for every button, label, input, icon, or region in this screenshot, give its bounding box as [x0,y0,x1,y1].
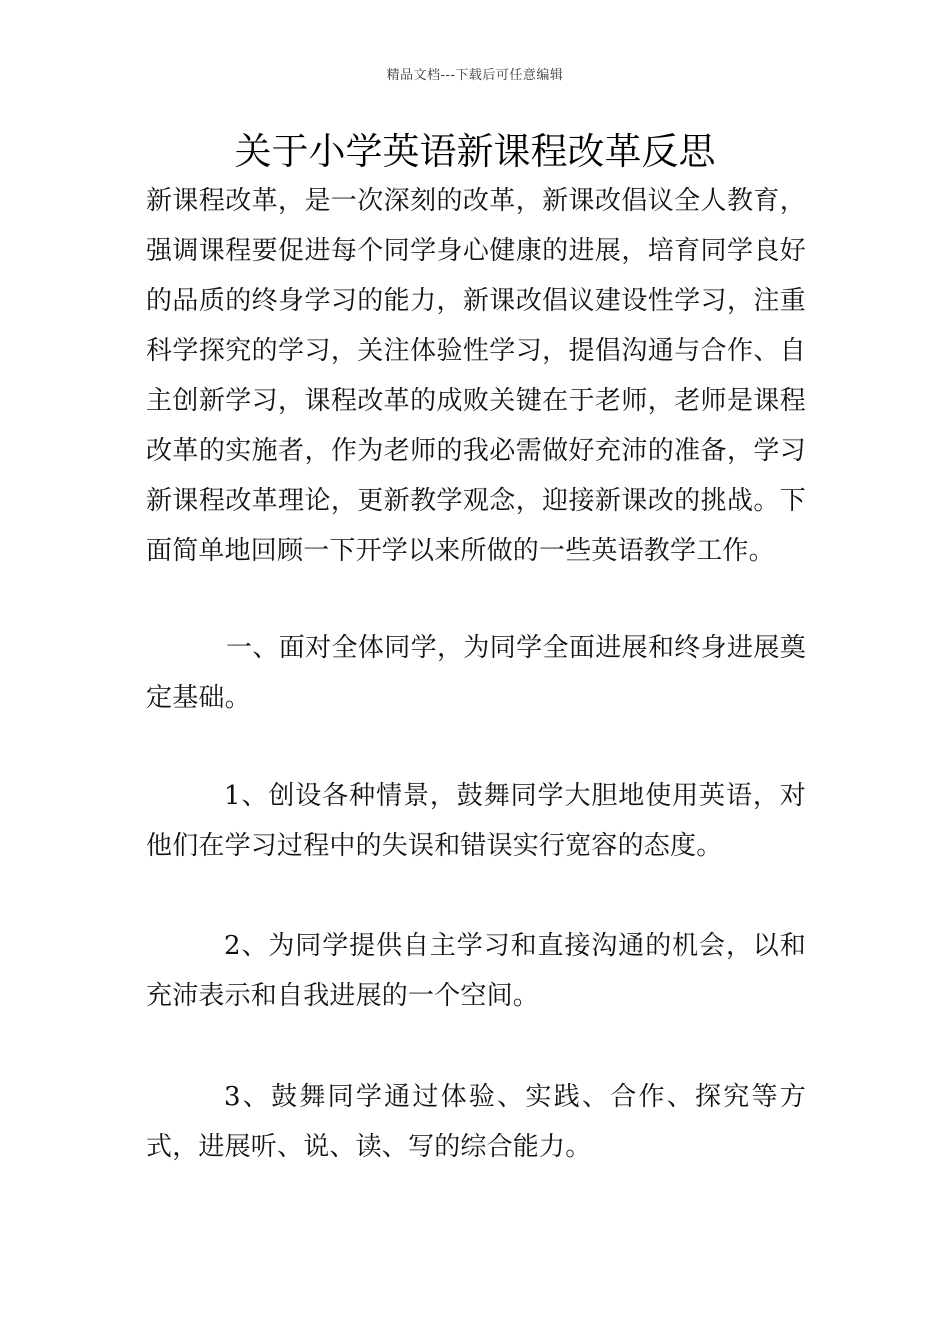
list-item-2: 2、为同学提供自主学习和直接沟通的机会，以和充沛表示和自我进展的一个空间。 [146,931,806,1011]
document-title: 关于小学英语新课程改革反思 [234,130,716,173]
section-1-heading: 一、面对全体同学，为同学全面进展和终身进展奠定基础。 [146,633,806,713]
intro-paragraph: 新课程改革，是一次深刻的改革，新课改倡议全人教育，强调课程要促进每个同学身心健康的进展，培育同学良好的品质的终身学习的能力，新课改倡议建设性学习，注重科学探究的学习，关注体验性学习，提倡沟通与合作、自主创新学习，课程改革的成败关键在于老师，老师是课程改革的实施者，作为老师的我必需做好充沛的准备，学习新课程改革理论，更新教学观念，迎接新课改的挑战。下面简单地回顾一下开学以来所做的一些英语教学工作。 [146,186,806,566]
header-note: 精品文档---下载后可任意编辑 [386,68,564,83]
list-item-3: 3、鼓舞同学通过体验、实践、合作、探究等方式，进展听、说、读、写的综合能力。 [146,1082,806,1162]
list-item-1: 1、创设各种情景，鼓舞同学大胆地使用英语，对他们在学习过程中的失误和错误实行宽容的态度。 [146,781,806,861]
